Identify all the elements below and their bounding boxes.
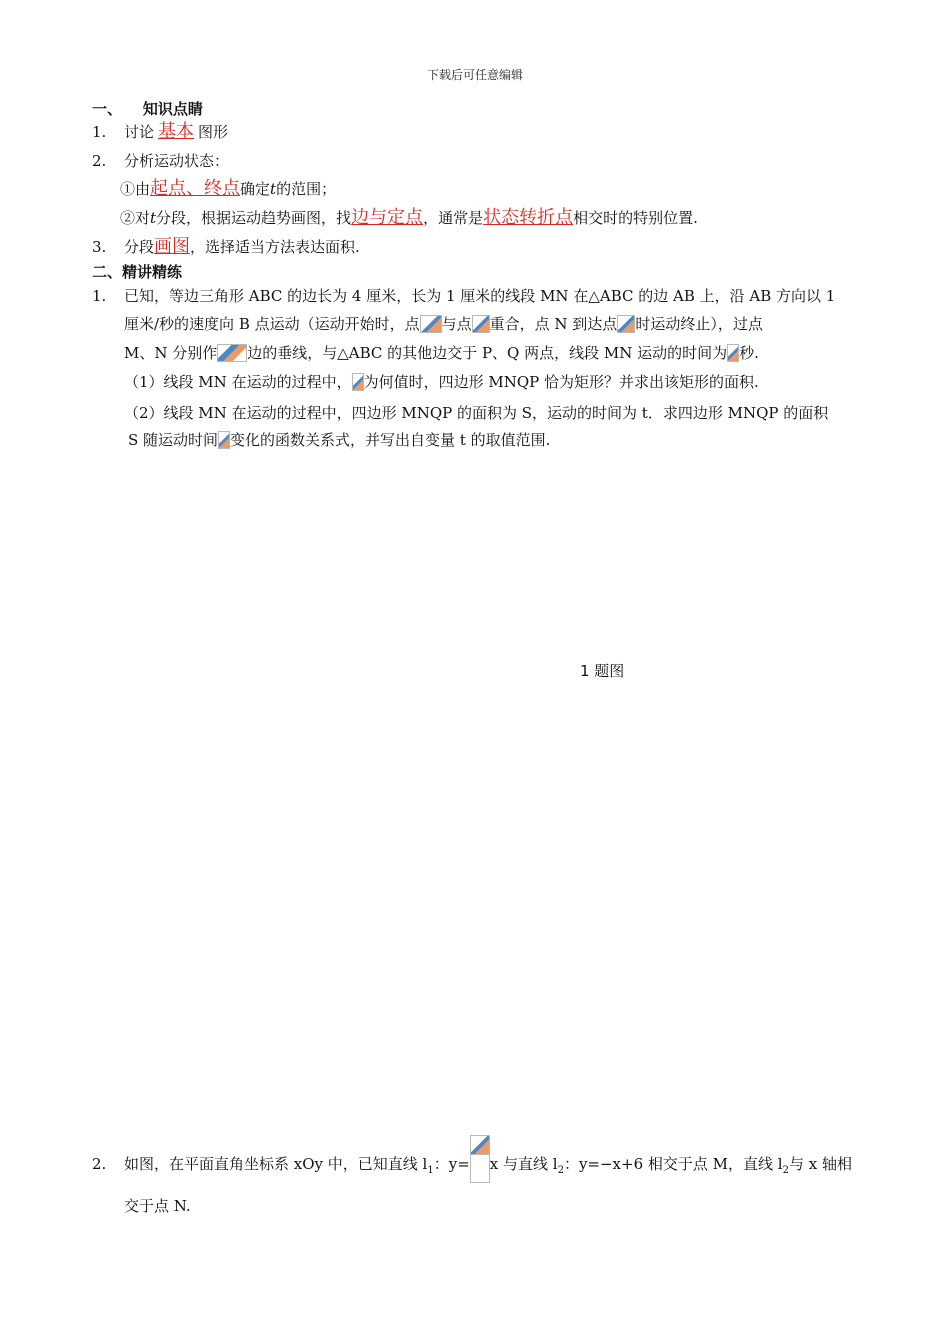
item3-pre: 分段 [124, 238, 155, 256]
item1-number: 1. [92, 123, 107, 141]
problem1-line1: 已知，等边三角形 ABC 的边长为 4 厘米，长为 1 厘米的线段 MN 在△ABC 的边 AB 上，沿 AB 方向以 1 [124, 287, 836, 305]
p2-l1b: ：y= [433, 1155, 470, 1173]
p2-l1a: 如图，在平面直角坐标系 xOy 中，已知直线 l [124, 1155, 428, 1173]
sub1-t: t [270, 180, 277, 198]
p2-l1e: 与 x 轴相 [788, 1155, 852, 1173]
item2-text: 分析运动状态： [124, 152, 230, 170]
p2-l1d: ：y=−x+6 相交于点 M，直线 l [563, 1155, 783, 1173]
p2-sub3: 2 [782, 1165, 789, 1176]
item3-number: 3. [92, 238, 107, 256]
p1-q1a: （1）线段 MN 在运动的过程中， [124, 373, 352, 391]
p1-l3c: 秒. [739, 344, 759, 362]
sub2-pre: ②对 [120, 209, 151, 227]
problem1-line3 [124, 342, 759, 364]
sub1-text [120, 178, 336, 200]
problem1-number: 1. [92, 287, 107, 305]
broken-image-icon [217, 344, 247, 362]
sub1-post: 的范围； [276, 180, 337, 198]
sub2-t: t [150, 209, 157, 227]
p2-sub2: 2 [557, 1165, 564, 1176]
broken-image-icon [218, 431, 230, 449]
p1-q2b: S 随运动时间 [128, 431, 219, 449]
problem2-line1 [124, 1153, 852, 1183]
section1-title: 一、 知识点睛 [92, 100, 203, 118]
sub2-mid1: 分段，根据运动趋势画图，找 [156, 209, 352, 227]
p1-l3a: M、N 分别作 [124, 344, 218, 362]
item1-pre: 讨论 [124, 123, 155, 141]
sub1-red: 起点、终点 [150, 178, 241, 199]
broken-image-icon [617, 315, 635, 333]
item1-text [124, 121, 228, 143]
item2-number: 2. [92, 152, 107, 170]
section2-title: 二、精讲精练 [92, 263, 183, 281]
broken-image-icon [472, 315, 490, 333]
sub2-red1: 边与定点 [351, 207, 424, 228]
broken-image-icon [420, 315, 442, 333]
item3-post: ，选择适当方法表达面积. [190, 238, 360, 256]
page-header: 下载后可任意编辑 [426, 68, 523, 82]
problem1-q2: （2）线段 MN 在运动的过程中，四边形 MNQP 的面积为 S，运动的时间为 t．求四边形 MNQP 的面积 [124, 404, 829, 422]
fraction-image-icon [470, 1135, 490, 1183]
item1-post: 图形 [198, 123, 229, 141]
p1-l3b: 边的垂线，与△ABC 的其他边交于 P、Q 两点，线段 MN 运动的时间为 [247, 344, 728, 362]
problem1-q1 [124, 371, 759, 393]
p1-l2b: 与点 [441, 315, 472, 333]
figure-caption: 1 题图 [580, 662, 625, 680]
p2-l1c: x 与直线 l [489, 1155, 558, 1173]
sub1-pre: ①由 [120, 180, 151, 198]
item1-red: 基本 [158, 121, 195, 142]
p1-q2c: 变化的函数关系式，并写出自变量 t 的取值范围. [230, 431, 551, 449]
p1-l2c: 重合，点 N 到达点 [489, 315, 618, 333]
sub2-text [120, 207, 698, 229]
sub2-mid2: ，通常是 [423, 209, 484, 227]
p1-l2d: 时运动终止），过点 [635, 315, 763, 333]
broken-image-icon [352, 373, 364, 391]
problem1-line2 [124, 313, 763, 335]
problem2-line2: 交于点 N. [124, 1197, 191, 1215]
problem2-number: 2. [92, 1155, 107, 1173]
sub2-red2: 状态转折点 [483, 207, 574, 228]
sub1-mid: 确定 [240, 180, 271, 198]
p2-sub1: 1 [427, 1165, 434, 1176]
p1-q1b: 为何值时，四边形 MNQP 恰为矩形？并求出该矩形的面积. [363, 373, 759, 391]
broken-image-icon [727, 344, 739, 362]
sub2-post: 相交时的特别位置. [573, 209, 698, 227]
problem1-q2-cont [128, 429, 550, 451]
item3-red: 画图 [154, 236, 191, 257]
p1-l2a: 厘米/秒的速度向 B 点运动（运动开始时，点 [124, 315, 420, 333]
item3-text [124, 236, 360, 258]
